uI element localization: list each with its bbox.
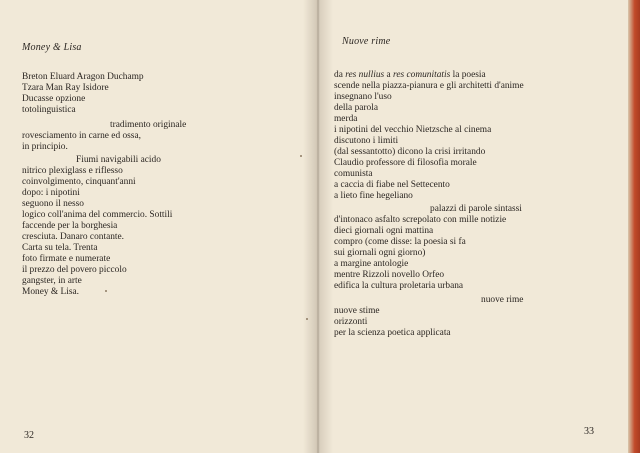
right-line: d'intonaco asfalto screpolato con mille notizie <box>334 215 507 225</box>
italic-latin-phrase: res comunitatis <box>393 70 451 80</box>
right-line: Claudio professore di filosofia morale <box>334 158 477 168</box>
left-line: gangster, in arte <box>22 276 82 286</box>
right-line: edifica la cultura proletaria urbana <box>334 281 464 291</box>
right-line: i nipotini del vecchio Nietzsche al cinema <box>334 125 492 135</box>
left-line: nitrico plexiglass e riflesso <box>22 166 123 176</box>
left-line: faccende per la borghesia <box>22 221 118 231</box>
left-line: foto firmate e numerate <box>22 254 111 264</box>
right-line: nuove stime <box>334 306 380 316</box>
book-gutter <box>303 0 333 453</box>
left-line: dopo: i nipotini <box>22 188 80 198</box>
left-line: Tzara Man Ray Isidore <box>22 83 109 93</box>
right-page-number: 33 <box>584 426 594 437</box>
paper-speck <box>105 290 107 292</box>
text-fragment: da <box>334 70 346 80</box>
right-line: comunista <box>334 169 373 179</box>
right-line: a caccia di fiabe nel Settecento <box>334 180 450 190</box>
text-fragment: la poesia <box>450 70 486 80</box>
left-line: logico coll'anima del commercio. Sottili <box>22 210 173 220</box>
right-line: palazzi di parole sintassi <box>430 204 522 214</box>
right-running-head: Nuove rime <box>342 36 391 47</box>
left-line: tradimento originale <box>110 120 187 130</box>
right-line: per la scienza poetica applicata <box>334 328 451 338</box>
left-line: Fiumi navigabili acido <box>76 155 161 165</box>
left-line: totolinguistica <box>22 105 76 115</box>
right-line: sui giornali ogni giorno) <box>334 248 426 258</box>
left-line: cresciuta. Danaro contante. <box>22 232 125 242</box>
right-line: compro (come disse: la poesia si fa <box>334 237 466 247</box>
right-line: mentre Rizzoli novello Orfeo <box>334 270 445 280</box>
left-line: in principio. <box>22 142 68 152</box>
left-line: Ducasse opzione <box>22 94 86 104</box>
right-line: orizzonti <box>334 317 368 327</box>
paper-speck <box>300 155 302 157</box>
right-line: a margine antologie <box>334 259 409 269</box>
right-line: dieci giornali ogni mattina <box>334 226 434 236</box>
text-fragment: a <box>384 70 394 80</box>
right-line: a lieto fine hegeliano <box>334 191 413 201</box>
right-line: della parola <box>334 103 378 113</box>
right-line: scende nella piazza-pianura e gli architetti d'anime <box>334 81 524 91</box>
left-page-number: 32 <box>24 430 34 441</box>
left-line: Money & Lisa. <box>22 287 80 297</box>
right-line: discutono i limiti <box>334 136 399 146</box>
right-line: nuove rime <box>481 295 524 305</box>
left-line: seguono il nesso <box>22 199 84 209</box>
paper-speck <box>306 318 308 320</box>
left-line: coinvolgimento, cinquant'anni <box>22 177 136 187</box>
left-line: il prezzo del povero piccolo <box>22 265 127 275</box>
right-line: merda <box>334 114 358 124</box>
left-running-head: Money & Lisa <box>22 42 82 53</box>
left-line: Breton Eluard Aragon Duchamp <box>22 72 144 82</box>
left-line: rovesciamento in carne ed ossa, <box>22 131 141 141</box>
right-line: insegnano l'uso <box>334 92 392 102</box>
right-line: (dal sessantotto) dicono la crisi irritando <box>334 147 486 157</box>
book-cover-edge <box>628 0 640 453</box>
left-line: Carta su tela. Trenta <box>22 243 98 253</box>
right-line-first <box>334 70 486 81</box>
italic-latin-phrase: res nullius <box>345 70 385 80</box>
